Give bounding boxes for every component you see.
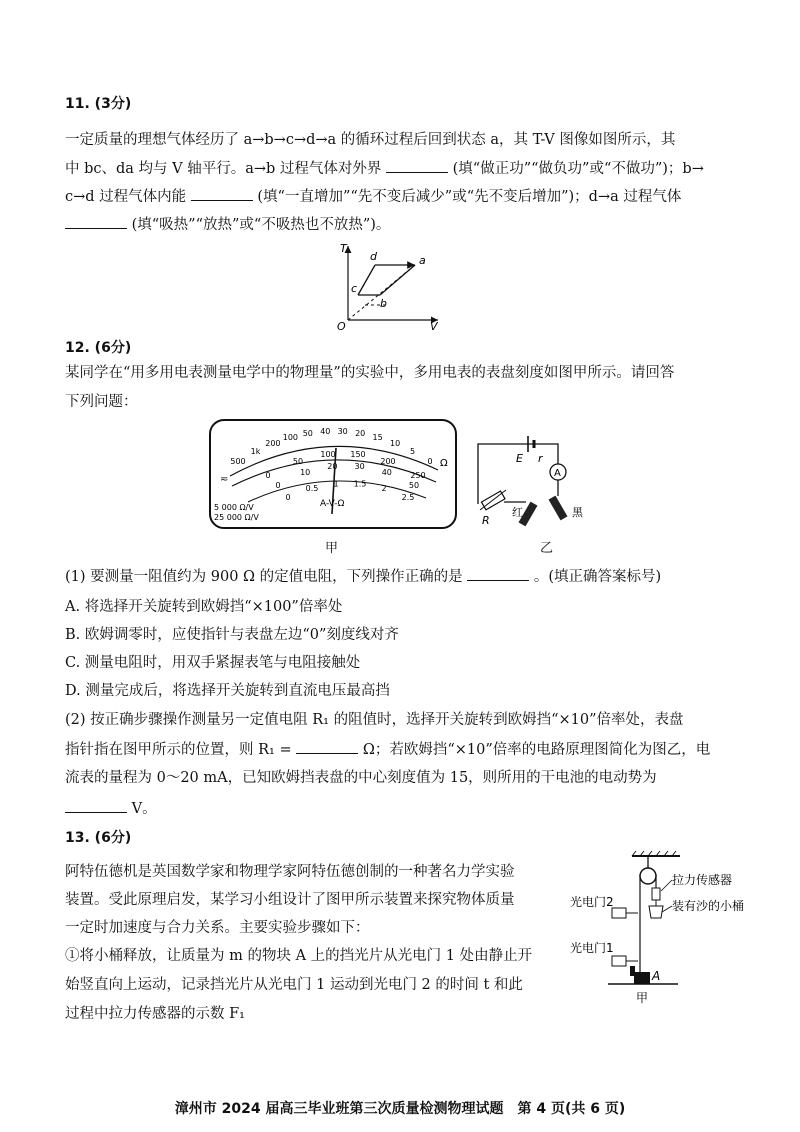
label-red: 红: [512, 506, 523, 519]
low-tick-label: 30: [354, 461, 365, 471]
q13-line6: 过程中拉力传感器的示数 F₁: [65, 1006, 245, 1022]
caption-yi: 乙: [540, 541, 554, 556]
label-a: a: [419, 254, 426, 267]
photogate-1: [612, 956, 626, 966]
avo-label: A-V-Ω: [320, 499, 345, 509]
label-v: V: [430, 320, 438, 332]
label-b: b: [380, 297, 387, 310]
q11-line2: [65, 158, 704, 179]
ohm-tick-label: 50: [302, 429, 313, 439]
black-probe: [549, 496, 568, 521]
bucket-pointer: [662, 906, 672, 912]
block-a: [634, 972, 650, 984]
ohm-tick-label: 20: [355, 429, 366, 439]
sand-bucket: [649, 906, 663, 918]
small-tick-label: 2.5: [401, 493, 415, 502]
q13-line2: 装置。受此原理启发，某学习小组设计了图甲所示装置来探究物体质量: [65, 892, 515, 908]
q13-line4: ①将小桶释放，让质量为 m 的物块 A 上的挡光片从光电门 1 处由静止开: [65, 948, 533, 964]
spec-25000: 25 000 Ω/V: [214, 513, 259, 522]
q12-intro2: 下列问题：: [65, 394, 138, 410]
q12-option-c: C. 测量电阻时，用双手紧握表笔与电阻接触处: [65, 655, 361, 671]
mid-tick-label: 0: [265, 471, 271, 480]
ohm-tick-label: 500: [230, 457, 246, 466]
q12-answer-blank-3[interactable]: [65, 798, 127, 813]
q11-line4-text: (填“吸热”“放热”或“不吸热也不放热”)。: [131, 217, 391, 233]
q11-line2-a: 中 bc、da 均与 V 轴平行。a→b 过程气体对外界: [65, 161, 382, 177]
ohm-tick-label: 10: [390, 439, 401, 449]
label-photogate-1: 光电门1: [570, 941, 614, 955]
mid-tick-label: 100: [320, 449, 336, 459]
ohm-tick-label: 1k: [250, 447, 261, 457]
label-block-a: A: [652, 969, 661, 983]
q12-p1: [65, 566, 661, 587]
mid-tick-label: 50: [292, 456, 304, 466]
photogate-2: [612, 908, 626, 918]
label-force-sensor: 拉力传感器: [672, 873, 733, 887]
q12-p2-line2: [65, 739, 710, 760]
label-resistor: R: [482, 514, 490, 527]
q13-line1: 阿特伍德机是英国数学家和物理学家阿特伍德创制的一种著名力学实验: [65, 864, 515, 880]
label-d: d: [370, 250, 377, 263]
q11-answer-blank-1[interactable]: [386, 158, 448, 173]
low-tick-label: 10: [300, 468, 311, 478]
q11-answer-blank-2[interactable]: [191, 186, 253, 201]
q12-p2-line3: 流表的量程为 0～20 mA，已知欧姆挡表盘的中心刻度值为 15，则所用的干电池的电动势为: [65, 770, 657, 786]
q13-line3: 一定时加速度与合力关系。主要实验步骤如下：: [65, 920, 370, 936]
q12-option-b: B. 欧姆调零时，应使指针与表盘左边“0”刻度线对齐: [65, 627, 399, 643]
label-r: r: [538, 452, 543, 465]
q11-line3-a: c→d 过程气体内能: [65, 189, 187, 205]
ohm-tick-label: 0: [427, 457, 433, 466]
mid-tick-label: 150: [350, 449, 366, 459]
caption-jia: 甲: [325, 541, 339, 556]
q11-line3: [65, 186, 681, 207]
force-sensor: [652, 888, 660, 900]
q12-answer-blank-2[interactable]: [296, 739, 358, 754]
low-tick-label: 50: [408, 481, 420, 490]
q13-header: 13. (6分): [65, 830, 132, 846]
q12-p2-line4-text: V。: [131, 801, 157, 817]
q11-line4: [65, 214, 390, 235]
q12-answer-blank-1[interactable]: [467, 566, 529, 581]
q12-p2-line2-b: Ω；若欧姆挡“×10”倍率的电路原理图简化为图乙，电: [362, 742, 711, 758]
q11-line2-b: (填“做正功”“做负功”或“不做功”)；b→: [452, 161, 704, 177]
ohm-tick-label: 15: [372, 433, 383, 443]
small-tick-label: 1: [333, 479, 339, 489]
multimeter-dial-figure: [208, 418, 458, 530]
label-sand-bucket: 装有沙的小桶: [672, 899, 745, 913]
ohm-tick-label: 200: [265, 439, 281, 449]
label-black: 黑: [572, 506, 583, 519]
sensor-pointer: [661, 880, 672, 891]
q12-intro1: 某同学在“用多用电表测量电学中的物理量”的实验中，多用电表的表盘刻度如图甲所示。请回答: [65, 365, 675, 381]
label-c: c: [351, 282, 358, 295]
mid-tick-label: 200: [380, 456, 396, 466]
label-t: T: [340, 242, 347, 255]
q11-answer-blank-3[interactable]: [65, 214, 127, 229]
q11-line1: 一定质量的理想气体经历了 a→b→c→d→a 的循环过程后回到状态 a，其 T-V 图像如图所示，其: [65, 132, 676, 148]
small-tick-label: 0: [285, 493, 291, 502]
q13-line5: 始竖直向上运动，记录挡光片从光电门 1 运动到光电门 2 的时间 t 和此: [65, 977, 523, 993]
low-tick-label: 20: [327, 461, 338, 471]
q11-line3-b: (填“一直增加”“先不变后减少”或“先不变后增加”)；d→a 过程气体: [257, 189, 682, 205]
q12-option-d: D. 测量完成后，将选择开关旋转到直流电压最高挡: [65, 683, 390, 699]
path-ab: [380, 265, 415, 295]
pulley: [640, 868, 656, 884]
q12-header: 12. (6分): [65, 340, 132, 356]
ohm-tick-label: 40: [320, 427, 331, 437]
small-tick-label: 1.5: [353, 479, 367, 489]
q11-header: 11. (3分): [65, 96, 132, 112]
q12-p2-line2-a: 指针指在图甲所示的位置，则 R₁ =: [65, 742, 292, 758]
q12-p2-line4: [65, 798, 157, 819]
page-footer: 漳州市 2024 届高三毕业班第三次质量检测物理试题 第 4 页(共 6 页): [174, 1101, 626, 1117]
spec-5000: 5 000 Ω/V: [214, 503, 254, 512]
label-ammeter: A: [554, 468, 561, 479]
mid-tick-label: 250: [410, 471, 426, 480]
atwood-machine-figure: [568, 848, 768, 1008]
small-tick-label: 2: [381, 484, 387, 493]
path-cd: [358, 265, 375, 295]
q12-p2-line1: (2) 按正确步骤操作测量另一定值电阻 R₁ 的阻值时，选择开关旋转到欧姆挡“×10”倍率处，表盘: [65, 712, 684, 728]
q12-option-a: A. 将选择开关旋转到欧姆挡“×100”倍率处: [65, 599, 343, 615]
ohm-tick-label: 5: [409, 447, 416, 457]
label-photogate-2: 光电门2: [570, 895, 614, 909]
q12-p1-b: 。(填正确答案标号): [533, 569, 662, 585]
label-o: O: [337, 320, 346, 332]
q12-p1-a: (1) 要测量一阻值约为 900 Ω 的定值电阻，下列操作正确的是: [65, 569, 463, 585]
low-tick-label: 40: [381, 468, 392, 478]
low-tick-label: 0: [275, 481, 281, 490]
small-tick-label: 0.5: [305, 484, 319, 493]
caption-atwood-jia: 甲: [636, 991, 649, 1005]
tv-graph-figure: [320, 240, 450, 332]
ohm-tick-label: 100: [282, 433, 299, 443]
omega-label: Ω: [440, 458, 448, 469]
label-e: E: [516, 452, 523, 465]
ohm-tick-label: 30: [337, 427, 348, 437]
ohmmeter-circuit-figure: [468, 432, 598, 537]
ac-symbol: ≂: [220, 474, 229, 485]
